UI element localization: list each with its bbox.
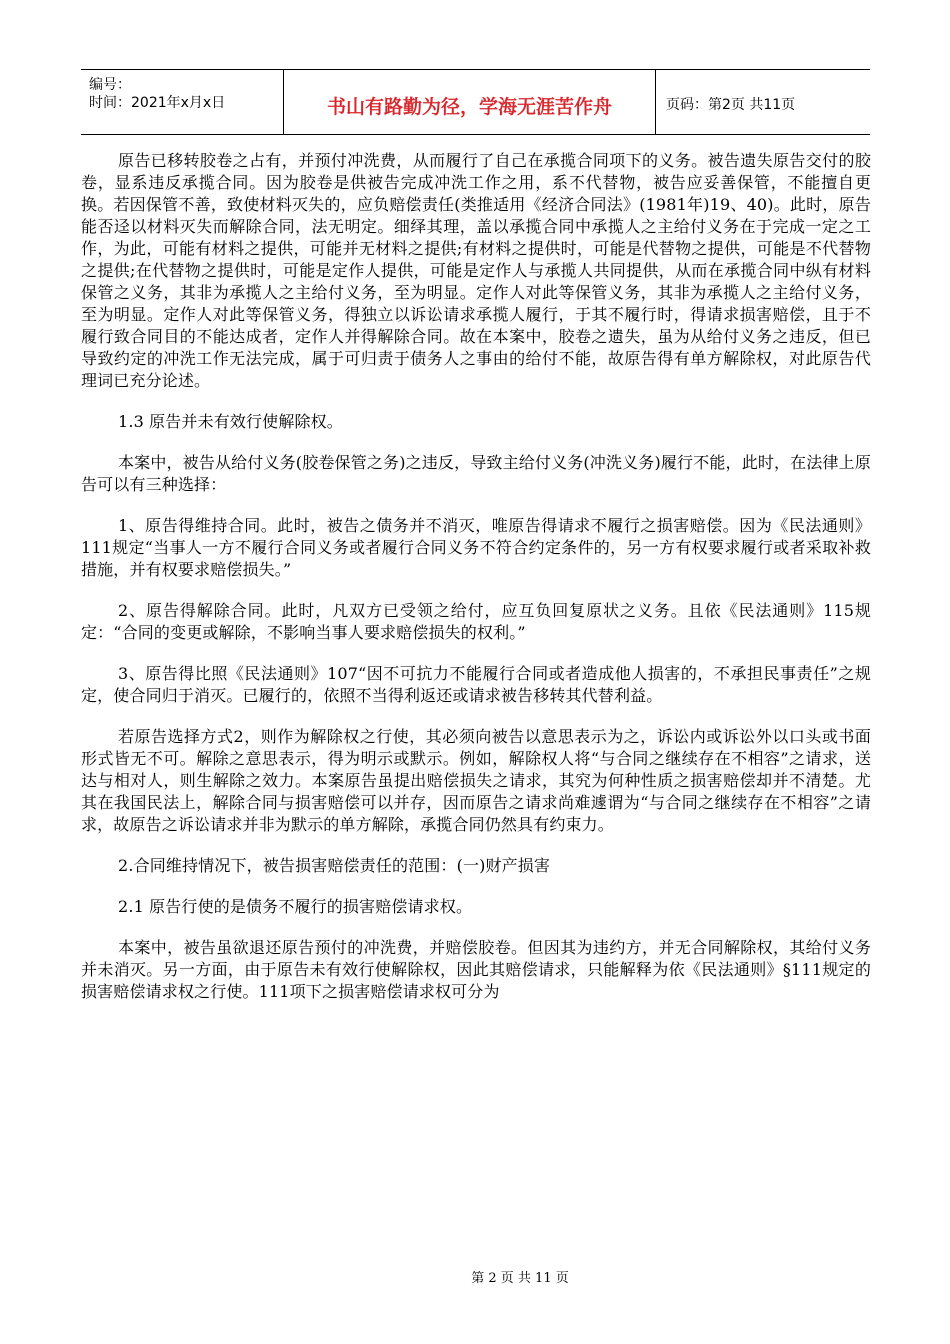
header-page-info: 页码：第2页 共11页 [666, 97, 796, 113]
document-code-label: 编号： [89, 77, 131, 93]
body-paragraph: 原告已移转胶卷之占有，并预付冲洗费，从而履行了自己在承揽合同项下的义务。被告遗失原告交付的胶卷，显系违反承揽合同。因为胶卷是供被告完成冲洗工作之用，系不代替物，被告应妥善保管，不能擅自更换。若因保管不善，致使材料灭失的，应负赔偿责任(类推适用《经济合同法》(1981年)19、40)。此时，原告能否迳以材料灭失而解除合同，法无明定。细绎其理，盖以承揽合同中承揽人之主给付义务在于完成一定之工作，为此，可能有材料之提供，可能并无材料之提供;有材料之提供时，可能是代替物之提供，可能是不代替物之提供;在代替物之提供时，可能是定作人提供，可能是定作人与承揽人共同提供，从而在承揽合同中纵有材料保管之义务，其非为承揽人之主给付义务，至为明显。定作人对此等保管义务，其非为承揽人之主给付义务，至为明显。定作人对此等保管义务，得独立以诉讼请求承揽人履行，于其不履行时，得请求损害赔偿，且于不履行致合同目的不能达成者，定作人并得解除合同。故在本案中，胶卷之遗失，虽为从给付义务之违反，但已导致约定的冲洗工作无法完成，属于可归责于债务人之事由的给付不能，故原告得有单方解除权，对此原告代理词已充分论述。 [81, 151, 871, 390]
page-footer [0, 1267, 950, 1286]
header-motto-cell [284, 70, 656, 134]
list-item: 3、原告得比照《民法通则》107“因不可抗力不能履行合同或者造成他人损害的，不承担民事责任”之规定，使合同归于消灭。已履行的，依照不当得利返还或请求被告移转其代替利益。 [81, 664, 871, 705]
header-page-cell [656, 70, 870, 134]
section-heading: 1.3 原告并未有效行使解除权。 [118, 412, 343, 431]
document-header [81, 69, 870, 135]
header-motto: 书山有路勤为径，学海无涯苦作舟 [326, 95, 612, 118]
section-heading: 2.合同维持情况下，被告损害赔偿责任的范围：(一)财产损害 [118, 856, 551, 875]
header-meta-cell [81, 70, 284, 134]
document-date-label: 时间：2021年x月x日 [89, 95, 226, 111]
footer-page-number: 第 2 页 共 11 页 [471, 1271, 569, 1286]
section-heading: 2.1 原告行使的是债务不履行的损害赔偿请求权。 [118, 897, 473, 916]
body-paragraph: 本案中，被告虽欲退还原告预付的冲洗费，并赔偿胶卷。但因其为违约方，并无合同解除权，其给付义务并未消灭。另一方面，由于原告未有效行使解除权，因此其赔偿请求，只能解释为依《民法通则》§111规定的损害赔偿请求权之行使。111项下之损害赔偿请求权可分为 [81, 938, 871, 1001]
list-item: 2、原告得解除合同。此时，凡双方已受领之给付，应互负回复原状之义务。且依《民法通则》115规定：“合同的变更或解除，不影响当事人要求赔偿损失的权利。” [81, 601, 871, 642]
body-paragraph: 若原告选择方式2，则作为解除权之行使，其必须向被告以意思表示为之，诉讼内或诉讼外以口头或书面形式皆无不可。解除之意思表示，得为明示或默示。例如，解除权人将“与合同之继续存在不相容”之请求，送达与相对人，则生解除之效力。本案原告虽提出赔偿损失之请求，其究为何种性质之损害赔偿却并不清楚。尤其在我国民法上，解除合同与损害赔偿可以并存，因而原告之请求尚难遽谓为“与合同之继续存在不相容”之请求，故原告之诉讼请求并非为默示的单方解除，承揽合同仍然具有约束力。 [81, 727, 871, 834]
body-paragraph: 本案中，被告从给付义务(胶卷保管之务)之违反，导致主给付义务(冲洗义务)履行不能，此时，在法律上原告可以有三种选择： [81, 453, 871, 494]
document-body [81, 150, 871, 1022]
list-item: 1、原告得维持合同。此时，被告之债务并不消灭，唯原告得请求不履行之损害赔偿。因为《民法通则》111规定“当事人一方不履行合同义务或者履行合同义务不符合约定条件的，另一方有权要求履行或者采取补救措施，并有权要求赔偿损失。” [81, 516, 871, 579]
